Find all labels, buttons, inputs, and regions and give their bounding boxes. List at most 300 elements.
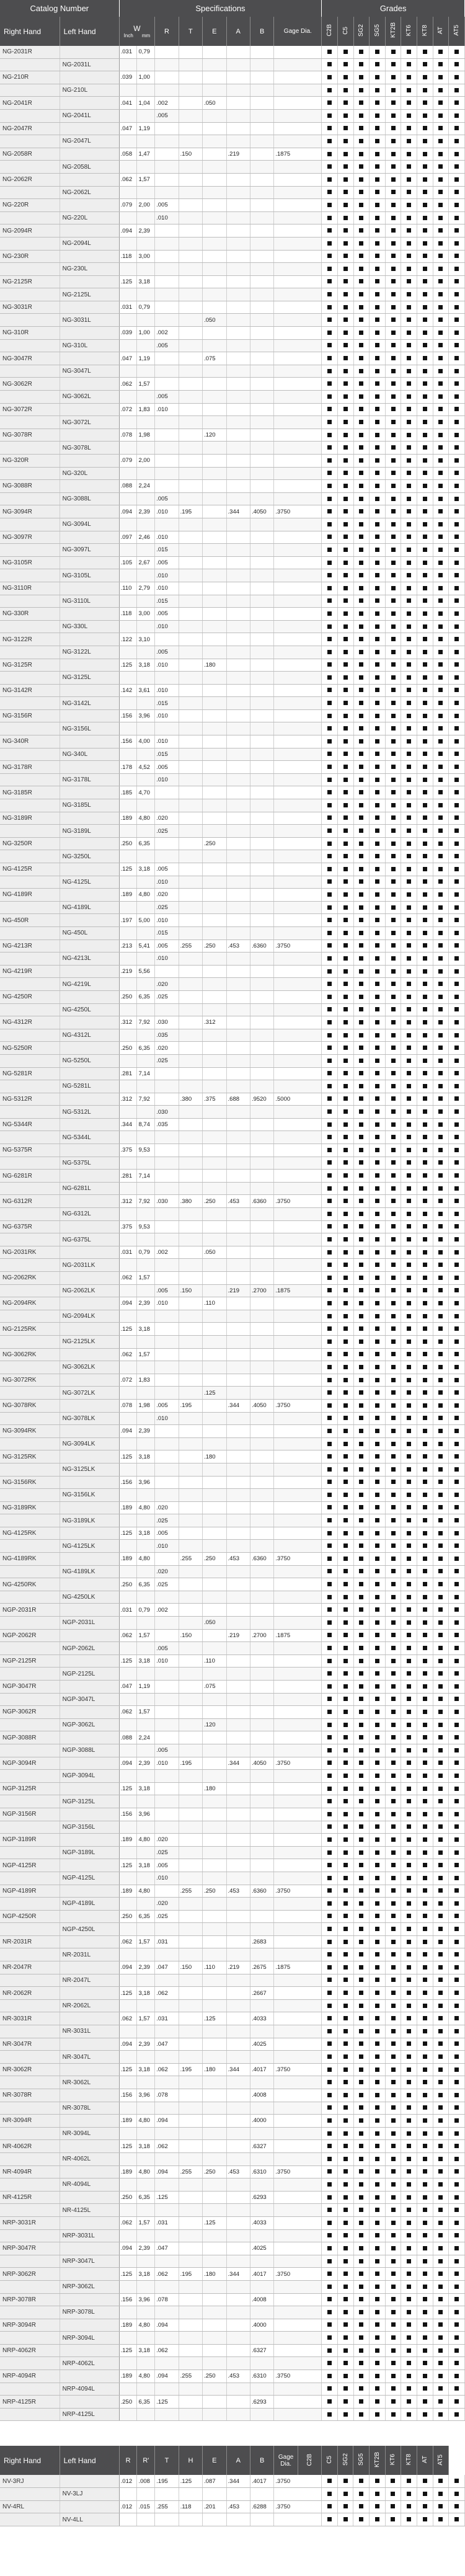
table-row [0, 1668, 465, 1681]
grade-square-icon [391, 867, 396, 871]
t-cell [179, 582, 202, 595]
grade-marker [401, 1131, 417, 1144]
grade-marker [417, 901, 433, 914]
grade-marker [385, 633, 401, 646]
a-cell [226, 1578, 250, 1591]
grade-marker [370, 1681, 386, 1694]
gage-dia-cell [274, 531, 322, 544]
grade-square-icon [359, 2221, 363, 2225]
grade-square-icon [454, 1697, 459, 1701]
a-cell [226, 889, 250, 902]
grade-marker [449, 1093, 465, 1106]
grade-square-icon [327, 484, 332, 488]
left-hand-cell: NG-330L [60, 620, 119, 633]
left-hand-cell: NG-3078L [60, 442, 119, 455]
grade-square-icon [423, 1543, 427, 1548]
right-hand-cell: NG-4213R [0, 939, 60, 953]
grade-square-icon [343, 433, 348, 437]
grade-square-icon [407, 1940, 411, 1944]
left-hand-cell [60, 173, 119, 186]
grade-marker [401, 1272, 417, 1285]
w-cell [119, 263, 137, 276]
grade-marker [417, 850, 433, 863]
grade-marker [370, 1999, 386, 2012]
grade-marker [370, 199, 386, 212]
grade-square-icon [391, 943, 396, 948]
grade-marker [322, 722, 338, 735]
table-row [0, 1987, 465, 2000]
table-row [0, 889, 465, 902]
grade-square-icon [359, 2131, 363, 2136]
left-hand-cell [60, 2140, 119, 2153]
a-cell [226, 659, 250, 672]
grade-marker [337, 1259, 353, 1272]
t-cell [179, 2038, 202, 2051]
mm-cell [137, 2051, 155, 2064]
grade-square-icon [407, 509, 411, 513]
e-cell [203, 990, 226, 1003]
grade-square-icon [438, 2004, 443, 2008]
right-hand-cell [0, 825, 60, 838]
grade-marker [417, 365, 433, 378]
w-cell: .118 [119, 608, 137, 621]
gage-dia-cell: .1875 [274, 148, 322, 161]
grade-marker [433, 250, 449, 263]
grade-square-icon [454, 1033, 459, 1037]
grade-marker [322, 1757, 338, 1770]
grade-square-icon [359, 1531, 363, 1535]
grade-square-icon [375, 152, 379, 156]
a-cell [226, 2012, 250, 2025]
grade-marker [322, 901, 338, 914]
e-cell [203, 1080, 226, 1093]
grade-square-icon [375, 1569, 379, 1573]
grade-square-icon [438, 318, 443, 322]
mm-cell: 7,14 [137, 1170, 155, 1183]
grade-square-icon [438, 1850, 443, 1855]
b-cell [250, 2076, 273, 2089]
grade-marker [449, 1118, 465, 1131]
grade-square-icon [359, 1033, 363, 1037]
mm-cell: 3,18 [137, 2140, 155, 2153]
grade-marker [433, 1208, 449, 1221]
grade-marker [449, 84, 465, 97]
e-cell [203, 1170, 226, 1183]
grade-marker [337, 1131, 353, 1144]
a-cell [226, 1450, 250, 1463]
t-cell [179, 965, 202, 978]
grade-marker [337, 633, 353, 646]
left-hand-cell: NGP-4250L [60, 1923, 119, 1936]
grade-square-icon [407, 561, 411, 565]
grade-marker [449, 1016, 465, 1029]
grade-square-icon [423, 1046, 427, 1050]
grade-marker [337, 901, 353, 914]
right-hand-cell [0, 1948, 60, 1961]
table-row [0, 684, 465, 697]
grade-square-icon [454, 2221, 459, 2225]
left-hand-cell [60, 1681, 119, 1694]
grade-square-icon [375, 1620, 379, 1625]
grade-square-icon [327, 1735, 332, 1739]
gage-dia-cell [274, 1999, 322, 2012]
gage-dia-cell [274, 1106, 322, 1119]
grade-square-icon [454, 305, 459, 309]
grade-marker [322, 1808, 338, 1821]
grade-marker [449, 429, 465, 442]
b-cell [250, 1604, 273, 1617]
r-cell [155, 1387, 179, 1400]
grade-square-icon [423, 1173, 427, 1178]
grade-marker [370, 1770, 386, 1783]
grade-square-icon [423, 1199, 427, 1203]
grade-square-icon [454, 1850, 459, 1855]
grade-square-icon [375, 1007, 379, 1011]
grade-marker [353, 1948, 370, 1961]
b-cell [250, 148, 273, 161]
grade-marker [401, 1718, 417, 1731]
e-cell: .250 [203, 939, 226, 953]
grade-marker [433, 135, 449, 148]
grade-marker [353, 518, 370, 531]
gage-dia-cell [274, 914, 322, 927]
table-row [0, 978, 465, 991]
b-cell [250, 595, 273, 608]
grade-square-icon [375, 586, 379, 590]
grade-square-icon [375, 2195, 379, 2200]
mm-cell [137, 314, 155, 327]
right-hand-cell: NG-2041R [0, 97, 60, 110]
grade-square-icon [391, 765, 396, 769]
grade-marker [401, 1681, 417, 1694]
w-cell: .072 [119, 403, 137, 416]
grade-marker [337, 2127, 353, 2140]
b-cell [250, 1770, 273, 1783]
grade-marker [353, 1093, 370, 1106]
grade-marker [353, 1961, 370, 1974]
a-cell: .344 [226, 2063, 250, 2076]
grade-marker [433, 1935, 449, 1948]
grade-square-icon [407, 943, 411, 948]
r-cell: .030 [155, 1016, 179, 1029]
grade-square-icon [375, 1607, 379, 1612]
grade-marker [417, 1514, 433, 1527]
gage-dia-cell [274, 2178, 322, 2192]
grade-marker [337, 1974, 353, 1987]
grade-marker [353, 1195, 370, 1208]
right-hand-cell [0, 953, 60, 966]
grade-marker [353, 237, 370, 250]
table-row [0, 990, 465, 1003]
r-cell: .005 [155, 556, 179, 569]
table-row [0, 2089, 465, 2102]
mm-cell [137, 1795, 155, 1808]
a-cell [226, 863, 250, 876]
grade-square-icon [343, 2004, 348, 2008]
mm-cell [137, 1948, 155, 1961]
a-cell [226, 876, 250, 889]
e-cell [203, 620, 226, 633]
b-cell [250, 556, 273, 569]
grade-marker [322, 1297, 338, 1310]
grade-square-icon [438, 1403, 443, 1408]
grade-marker [417, 978, 433, 991]
grade-square-icon [375, 2029, 379, 2033]
grade-square-icon [375, 1122, 379, 1127]
mm-cell [137, 799, 155, 812]
grade-square-icon [407, 2182, 411, 2187]
gage-dia-cell [274, 1246, 322, 1259]
grade-marker [433, 1144, 449, 1157]
grade-square-icon [359, 637, 363, 641]
grade-marker [370, 646, 386, 659]
right-hand-cell: NGP-3189R [0, 1834, 60, 1847]
table-row [0, 1999, 465, 2012]
grade-marker [385, 1872, 401, 1885]
grade-marker [337, 518, 353, 531]
right-hand-cell: NGP-2062R [0, 1629, 60, 1642]
right-hand-cell [0, 109, 60, 122]
grade-marker [337, 211, 353, 224]
grade-square-icon [327, 815, 332, 820]
grade-square-icon [327, 203, 332, 207]
w-cell: .250 [119, 1042, 137, 1055]
grade-square-icon [327, 241, 332, 246]
grade-marker [433, 1604, 449, 1617]
grade-square-icon [375, 1365, 379, 1369]
right-hand-cell: NG-3072RK [0, 1374, 60, 1387]
e-cell: .120 [203, 1718, 226, 1731]
grade-marker [417, 633, 433, 646]
grade-marker [385, 46, 401, 58]
grade-marker [322, 161, 338, 174]
table-row [0, 2115, 465, 2128]
grade-marker [353, 161, 370, 174]
grade-marker [353, 1821, 370, 1834]
grade-square-icon [454, 1888, 459, 1893]
grade-square-icon [375, 1237, 379, 1241]
mm-cell: 1,00 [137, 71, 155, 84]
grade-marker [417, 1259, 433, 1272]
mm-cell: 3,00 [137, 250, 155, 263]
grade-square-icon [343, 854, 348, 858]
grade-square-icon [438, 1876, 443, 1880]
left-hand-cell [60, 582, 119, 595]
grade-marker [322, 403, 338, 416]
grade-marker [370, 569, 386, 582]
grade-marker [385, 237, 401, 250]
r-cell [155, 1208, 179, 1221]
grade-square-icon [359, 969, 363, 974]
t-cell [179, 837, 202, 850]
t-cell [179, 1681, 202, 1694]
left-hand-cell: NGP-2031L [60, 1617, 119, 1630]
grade-square-icon [423, 1991, 427, 1995]
r-cell: .010 [155, 876, 179, 889]
a-cell [226, 2216, 250, 2229]
t-cell [179, 237, 202, 250]
grade-square-icon [407, 854, 411, 858]
grade-marker [385, 1361, 401, 1374]
grade-square-icon [359, 2169, 363, 2174]
grade-marker [353, 250, 370, 263]
grade-square-icon [454, 2080, 459, 2084]
table-row [0, 1310, 465, 1323]
left-hand-cell: NG-2062LK [60, 1284, 119, 1297]
grade-square-icon [454, 726, 459, 731]
grade-square-icon [359, 369, 363, 373]
grade-marker [385, 684, 401, 697]
grade-marker [433, 275, 449, 288]
grade-marker [433, 1923, 449, 1936]
grade-marker [322, 1654, 338, 1668]
grade-marker [449, 1974, 465, 1987]
grade-marker [370, 748, 386, 761]
t-cell [179, 173, 202, 186]
grade-square-icon [343, 1339, 348, 1344]
grade-square-icon [343, 1952, 348, 1956]
grade-square-icon [391, 113, 396, 118]
w-cell: .094 [119, 1425, 137, 1438]
grade-marker [370, 2102, 386, 2115]
grade-marker [401, 556, 417, 569]
gage-dia-cell [274, 697, 322, 710]
grade-square-icon [454, 50, 459, 54]
grade-square-icon [359, 1378, 363, 1382]
grade-square-icon [407, 1454, 411, 1459]
r-cell [155, 250, 179, 263]
grade-marker [417, 2115, 433, 2128]
grade-marker [370, 1706, 386, 1719]
grade-marker [353, 1246, 370, 1259]
b-cell [250, 1591, 273, 1604]
a-cell [226, 953, 250, 966]
a-cell: .688 [226, 1093, 250, 1106]
grade-square-icon [407, 1557, 411, 1561]
grade-square-icon [359, 1403, 363, 1408]
grade-square-icon [423, 879, 427, 884]
grade-marker [449, 531, 465, 544]
grade-marker [322, 953, 338, 966]
grade-marker [322, 1093, 338, 1106]
table-row [0, 646, 465, 659]
b-cell [250, 812, 273, 825]
grade-marker [370, 1948, 386, 1961]
grade-marker [385, 1821, 401, 1834]
t-cell [179, 1437, 202, 1450]
grade-marker [322, 684, 338, 697]
a-cell [226, 288, 250, 301]
grade-marker [417, 2102, 433, 2115]
b-cell [250, 748, 273, 761]
w-cell: .125 [119, 1987, 137, 2000]
grade-marker [353, 1885, 370, 1898]
grade-marker [449, 1182, 465, 1195]
grade-marker [337, 2063, 353, 2076]
r-cell: .010 [155, 709, 179, 722]
mm-cell [137, 1489, 155, 1502]
grade-square-icon [375, 1403, 379, 1408]
grade-square-icon [343, 254, 348, 258]
mm-cell [137, 748, 155, 761]
grade-square-icon [391, 1212, 396, 1216]
grade-marker [401, 1808, 417, 1821]
right-hand-cell: NG-3047R [0, 352, 60, 365]
b-cell [250, 889, 273, 902]
grade-square-icon [454, 1671, 459, 1676]
grade-marker [385, 442, 401, 455]
w-cell [119, 1335, 137, 1348]
grade-square-icon [359, 1109, 363, 1114]
b-cell [250, 275, 273, 288]
grade-marker [337, 186, 353, 199]
grade-marker [417, 1335, 433, 1348]
e-cell [203, 1259, 226, 1272]
grade-square-icon [375, 62, 379, 66]
r-cell [155, 122, 179, 135]
grade-marker [401, 1170, 417, 1183]
e-cell [203, 71, 226, 84]
a-cell [226, 467, 250, 480]
grade-square-icon [407, 982, 411, 986]
grade-square-icon [391, 2144, 396, 2148]
grade-square-icon [391, 1199, 396, 1203]
t-cell [179, 1898, 202, 1911]
grade-square-icon [407, 586, 411, 590]
grade-square-icon [343, 1020, 348, 1024]
mm-cell: 3,18 [137, 1527, 155, 1540]
e-cell [203, 1233, 226, 1246]
grade-square-icon [438, 2195, 443, 2200]
grade-marker [322, 492, 338, 505]
grade-marker [449, 71, 465, 84]
grade-marker [370, 926, 386, 939]
right-hand-cell: NG-2094R [0, 224, 60, 238]
grade-marker [433, 1693, 449, 1706]
grade-square-icon [375, 2004, 379, 2008]
grade-square-icon [343, 1135, 348, 1139]
grade-marker [385, 2051, 401, 2064]
mm-cell [137, 1846, 155, 1859]
mm-cell: 2,39 [137, 1961, 155, 1974]
grade-marker [337, 455, 353, 468]
grade-square-icon [375, 279, 379, 283]
grade-marker [385, 455, 401, 468]
e-cell [203, 672, 226, 685]
left-hand-cell [60, 1042, 119, 1055]
t-cell [179, 2229, 202, 2242]
right-hand-cell: NR-4125R [0, 2191, 60, 2204]
grade-marker [401, 2191, 417, 2204]
grade-square-icon [343, 995, 348, 999]
grade-square-icon [438, 1276, 443, 1280]
grade-square-icon [423, 1748, 427, 1752]
grade-marker [417, 1387, 433, 1400]
grade-square-icon [438, 1442, 443, 1446]
grade-square-icon [327, 2054, 332, 2059]
e-cell [203, 1514, 226, 1527]
grade-marker [433, 672, 449, 685]
grade-square-icon [454, 2144, 459, 2148]
grade-square-icon [359, 331, 363, 335]
w-cell: .062 [119, 173, 137, 186]
grade-marker [417, 1668, 433, 1681]
grade-square-icon [391, 279, 396, 283]
right-hand-cell [0, 569, 60, 582]
gage-dia-cell [274, 1808, 322, 1821]
grade-marker [322, 2191, 338, 2204]
grade-square-icon [423, 969, 427, 974]
